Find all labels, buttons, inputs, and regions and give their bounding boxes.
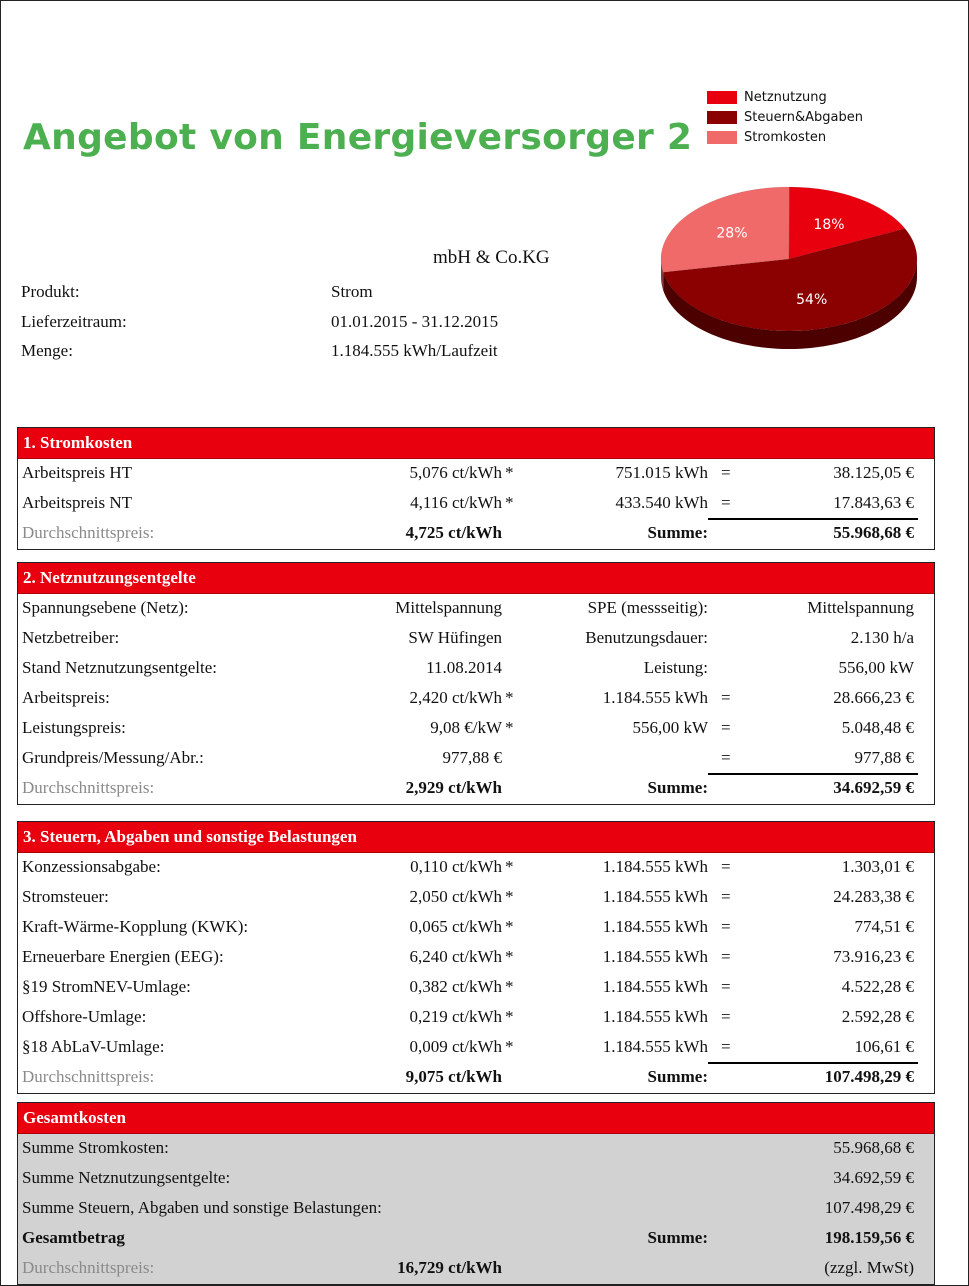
average-label: Durchschnittspreis:: [22, 523, 155, 542]
row-operator: *: [505, 947, 514, 966]
row-amount: 107.498,29 €: [824, 1198, 914, 1217]
chart-legend: [707, 87, 863, 147]
total-row: [18, 1164, 934, 1194]
row-label: Erneuerbare Energien (EEG):: [22, 947, 224, 966]
row-amount: 34.692,59 €: [833, 1168, 914, 1187]
table-row: [18, 973, 934, 1003]
row-quantity: 556,00 kW: [632, 718, 708, 737]
row-amount: 55.968,68 €: [833, 1138, 914, 1157]
average-value: 16,729 ct/kWh: [397, 1258, 502, 1277]
sum-value: 55.968,68 €: [833, 523, 914, 542]
row-label: Spannungsebene (Netz):: [22, 598, 189, 617]
row-quantity: 1.184.555 kWh: [602, 887, 708, 906]
pie-data-label: 54%: [796, 291, 828, 308]
row-equals: =: [721, 463, 731, 482]
row-label: Arbeitspreis HT: [22, 463, 133, 482]
info-value: Strom: [331, 282, 373, 301]
row-label: Leistungspreis:: [22, 718, 126, 737]
row-operator: *: [505, 857, 514, 876]
row-quantity: 1.184.555 kWh: [602, 977, 708, 996]
section-gesamtkosten: [17, 1102, 935, 1285]
row-amount: 38.125,05 €: [833, 463, 914, 482]
row-label: Summe Steuern, Abgaben und sonstige Belastungen:: [22, 1198, 382, 1217]
row-label-2: SPE (messseitig):: [587, 598, 708, 617]
legend-item-stromkosten: [707, 127, 863, 147]
row-label: §19 StromNEV-Umlage:: [22, 977, 191, 996]
sum-label: Summe:: [647, 523, 708, 542]
average-row: [18, 1254, 934, 1284]
row-quantity: 1.184.555 kWh: [602, 688, 708, 707]
row-operator: *: [505, 688, 514, 707]
row-value: Mittelspannung: [395, 598, 502, 617]
legend-label: Steuern&Abgaben: [744, 109, 863, 125]
row-price: 2,420 ct/kWh: [409, 688, 502, 707]
table-row: [18, 459, 934, 489]
section-netznutzung: [17, 562, 935, 805]
grand-total-row: [18, 1224, 934, 1254]
table-row: [18, 744, 934, 774]
section-header: Gesamtkosten: [18, 1103, 934, 1134]
row-price: 0,009 ct/kWh: [409, 1037, 502, 1056]
page-title: Angebot von Energieversorger 2: [23, 117, 693, 158]
section-header: 3. Steuern, Abgaben und sonstige Belastungen: [18, 822, 934, 853]
legend-swatch: [707, 131, 737, 144]
row-amount: 2.592,28 €: [841, 1007, 914, 1026]
row-amount: 977,88 €: [854, 748, 914, 767]
info-row-quantity: [21, 341, 541, 365]
legend-label: Netznutzung: [744, 89, 827, 105]
table-row: [18, 684, 934, 714]
row-quantity: 1.184.555 kWh: [602, 947, 708, 966]
company-name: mbH & Co.KG: [433, 247, 550, 268]
legend-swatch: [707, 91, 737, 104]
row-equals: =: [721, 1007, 731, 1026]
row-quantity: 1.184.555 kWh: [602, 1007, 708, 1026]
table-row: [18, 1033, 934, 1063]
table-row: [18, 1003, 934, 1033]
average-row: [18, 519, 934, 549]
row-operator: *: [505, 1037, 514, 1056]
row-quantity: 751.015 kWh: [615, 463, 708, 482]
tax-note: (zzgl. MwSt): [824, 1258, 914, 1277]
info-row: [18, 624, 934, 654]
table-row: [18, 714, 934, 744]
row-value-2: 2.130 h/a: [850, 628, 914, 647]
average-label: Durchschnittspreis:: [22, 778, 155, 797]
sum-label: Summe:: [647, 1067, 708, 1086]
pie-data-label: 28%: [716, 225, 748, 242]
row-operator: *: [505, 493, 514, 512]
row-amount: 106,61 €: [854, 1037, 914, 1056]
info-label: Menge:: [21, 341, 73, 360]
row-price: 0,219 ct/kWh: [409, 1007, 502, 1026]
table-row: [18, 883, 934, 913]
table-row: [18, 489, 934, 519]
row-amount: 4.522,28 €: [841, 977, 914, 996]
row-price: 2,050 ct/kWh: [409, 887, 502, 906]
table-row: [18, 853, 934, 883]
row-equals: =: [721, 857, 731, 876]
sum-label: Summe:: [647, 778, 708, 797]
info-row: [18, 654, 934, 684]
row-equals: =: [721, 977, 731, 996]
row-operator: *: [505, 917, 514, 936]
row-equals: =: [721, 887, 731, 906]
row-amount: 17.843,63 €: [833, 493, 914, 512]
row-equals: =: [721, 1037, 731, 1056]
row-value-2: 556,00 kW: [838, 658, 914, 677]
row-label: Arbeitspreis NT: [22, 493, 133, 512]
row-label-2: Leistung:: [643, 658, 708, 677]
sum-label: Summe:: [647, 1228, 708, 1247]
row-amount: 24.283,38 €: [833, 887, 914, 906]
row-equals: =: [721, 688, 731, 707]
row-label: Grundpreis/Messung/Abr.:: [22, 748, 204, 767]
row-operator: *: [505, 718, 514, 737]
row-equals: =: [721, 718, 731, 737]
legend-label: Stromkosten: [744, 129, 827, 145]
row-label: Summe Netznutzungsentgelte:: [22, 1168, 231, 1187]
info-value: 1.184.555 kWh/Laufzeit: [331, 341, 498, 360]
sum-value: 34.692,59 €: [833, 778, 914, 797]
row-equals: =: [721, 748, 731, 767]
pie-chart: [656, 179, 926, 379]
average-label: Durchschnittspreis:: [22, 1067, 155, 1086]
average-row: [18, 1063, 934, 1093]
row-equals: =: [721, 917, 731, 936]
total-row: [18, 1194, 934, 1224]
row-label: Arbeitspreis:: [22, 688, 110, 707]
pie-data-label: 18%: [813, 216, 845, 233]
row-quantity: 1.184.555 kWh: [602, 917, 708, 936]
row-quantity: 1.184.555 kWh: [602, 857, 708, 876]
row-label: Stand Netznutzungsentgelte:: [22, 658, 217, 677]
info-label: Lieferzeitraum:: [21, 312, 127, 331]
info-row: [18, 594, 934, 624]
row-price: 6,240 ct/kWh: [409, 947, 502, 966]
legend-item-steuern: [707, 107, 863, 127]
row-amount: 1.303,01 €: [841, 857, 914, 876]
grand-total-value: 198.159,56 €: [824, 1228, 914, 1247]
sum-value: 107.498,29 €: [824, 1067, 914, 1086]
row-label: Offshore-Umlage:: [22, 1007, 147, 1026]
table-row: [18, 943, 934, 973]
row-price: 9,08 €/kW: [430, 718, 502, 737]
row-price: 5,076 ct/kWh: [409, 463, 502, 482]
grand-total-label: Gesamtbetrag: [22, 1228, 125, 1247]
info-label: Produkt:: [21, 282, 80, 301]
section-steuern: [17, 821, 935, 1094]
row-amount: 5.048,48 €: [841, 718, 914, 737]
row-operator: *: [505, 887, 514, 906]
row-operator: *: [505, 1007, 514, 1026]
row-equals: =: [721, 493, 731, 512]
average-value: 2,929 ct/kWh: [405, 778, 502, 797]
legend-item-netznutzung: [707, 87, 863, 107]
info-row-product: [21, 282, 541, 306]
row-label: Netzbetreiber:: [22, 628, 120, 647]
row-operator: *: [505, 463, 514, 482]
average-row: [18, 774, 934, 804]
row-price: 0,065 ct/kWh: [409, 917, 502, 936]
table-row: [18, 913, 934, 943]
total-row: [18, 1134, 934, 1164]
row-price: 977,88 €: [442, 748, 502, 767]
row-label: §18 AbLaV-Umlage:: [22, 1037, 165, 1056]
row-amount: 28.666,23 €: [833, 688, 914, 707]
section-stromkosten: [17, 427, 935, 550]
row-quantity: 433.540 kWh: [615, 493, 708, 512]
row-price: 0,382 ct/kWh: [409, 977, 502, 996]
row-value-2: Mittelspannung: [807, 598, 914, 617]
row-label: Summe Stromkosten:: [22, 1138, 169, 1157]
section-header: 2. Netznutzungsentgelte: [18, 563, 934, 594]
info-row-period: [21, 312, 541, 336]
average-label: Durchschnittspreis:: [22, 1258, 155, 1277]
row-amount: 774,51 €: [854, 917, 914, 936]
row-label: Stromsteuer:: [22, 887, 109, 906]
row-equals: =: [721, 947, 731, 966]
info-value: 01.01.2015 - 31.12.2015: [331, 312, 499, 331]
section-header: 1. Stromkosten: [18, 428, 934, 459]
row-price: 0,110 ct/kWh: [410, 857, 502, 876]
row-quantity: 1.184.555 kWh: [602, 1037, 708, 1056]
legend-swatch: [707, 111, 737, 124]
row-price: 4,116 ct/kWh: [410, 493, 502, 512]
row-operator: *: [505, 977, 514, 996]
row-label: Kraft-Wärme-Kopplung (KWK):: [22, 917, 249, 936]
row-label: Konzessionsabgabe:: [22, 857, 161, 876]
average-value: 4,725 ct/kWh: [405, 523, 502, 542]
row-value: SW Hüfingen: [408, 628, 502, 647]
row-amount: 73.916,23 €: [833, 947, 914, 966]
row-value: 11.08.2014: [426, 658, 502, 677]
average-value: 9,075 ct/kWh: [405, 1067, 502, 1086]
row-label-2: Benutzungsdauer:: [585, 628, 708, 647]
